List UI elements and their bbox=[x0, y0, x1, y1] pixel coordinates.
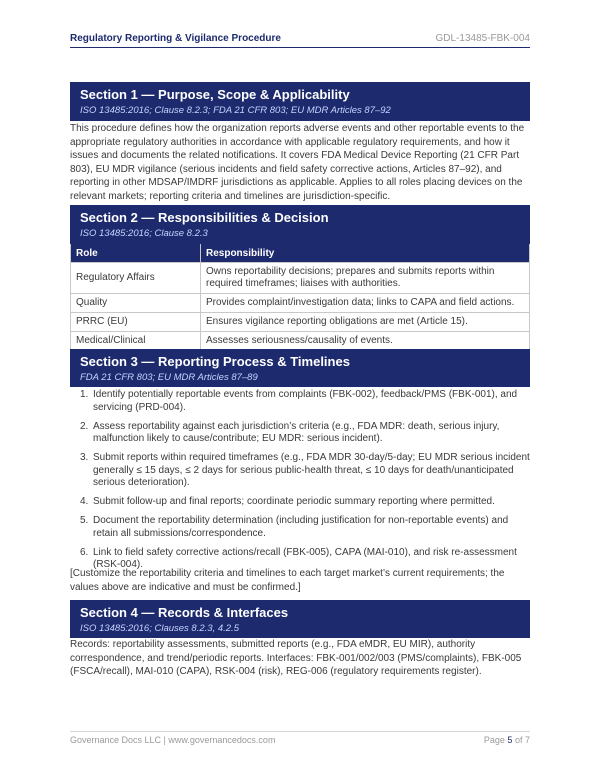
step-number: 2. bbox=[80, 420, 89, 432]
role-cell: Medical/Clinical bbox=[71, 332, 201, 351]
table-row bbox=[71, 313, 530, 332]
responsibility-cell: Ensures vigilance reporting obligations are met (Article 15). bbox=[201, 313, 530, 332]
section-3-heading: Section 3 — Reporting Process & Timelines bbox=[80, 354, 350, 369]
role-cell: Regulatory Affairs bbox=[71, 263, 201, 294]
step-text: Assess reportability against each jurisdiction’s criteria (e.g., FDA MDR: death, serious injury, malfunction likely to cause/contribute; EU MDR: serious incident). bbox=[93, 420, 500, 444]
section-1-header bbox=[70, 82, 530, 121]
responsibility-cell: Provides complaint/investigation data; links to CAPA and field actions. bbox=[201, 294, 530, 313]
section-3-header bbox=[70, 349, 530, 387]
responsibility-table bbox=[70, 244, 530, 351]
customization-note: [Customize the reportability criteria and timelines to each target market’s current requirements; the values above are indicative and must be confirmed.] bbox=[70, 568, 505, 593]
section-4-reference: ISO 13485:2016; Clauses 8.2.3, 4.2.5 bbox=[80, 623, 239, 634]
role-cell: Quality bbox=[71, 294, 201, 313]
reporting-steps-list bbox=[70, 389, 530, 578]
page-number: 5 bbox=[507, 735, 513, 745]
section-1-reference: ISO 13485:2016; Clause 8.2.3; FDA 21 CFR 803; EU MDR Articles 87–92 bbox=[80, 105, 391, 116]
section-3-reference: FDA 21 CFR 803; EU MDR Articles 87–89 bbox=[80, 372, 258, 383]
responsibility-cell: Assesses seriousness/causality of events. bbox=[201, 332, 530, 351]
step-text: Submit follow-up and final reports; coordinate periodic summary reporting where permitted. bbox=[93, 496, 495, 507]
step-number: 1. bbox=[80, 389, 89, 400]
document-code: GDL-13485-FBK-004 bbox=[435, 33, 530, 44]
step-text: Link to field safety corrective actions/recall (FBK-005), CAPA (MAI-010), and risk re-assessment (RSK-004). bbox=[93, 546, 517, 570]
section-4-body: Records: reportability assessments, submitted reports (e.g., FDA eMDR, EU MIR), authority correspondence, and trend/periodic reports. Interfaces: FBK-001/002/003 (PMS/complaints), FBK-005 (FSCA/recall), MAI-010 (CAPA), RSK-004 (risk), REG-006 (regulatory requirements register). bbox=[70, 639, 522, 677]
step-number: 5. bbox=[80, 515, 89, 526]
section-2-reference: ISO 13485:2016; Clause 8.2.3 bbox=[80, 228, 208, 239]
table-row bbox=[71, 332, 530, 351]
page-total: 7 bbox=[524, 735, 530, 745]
running-header bbox=[70, 31, 530, 48]
section-4-heading: Section 4 — Records & Interfaces bbox=[80, 605, 289, 620]
section-1-heading: Section 1 — Purpose, Scope & Applicability bbox=[80, 87, 350, 102]
section-1-body: This procedure defines how the organization reports adverse events and other reportable events to the appropriate regulatory authorities in accordance with applicable regulatory requirements, and how it issues and documents the related notifications. It covers FDA Medical Device Reporting (21 CFR Part 803), EU MDR vigilance (serious incidents and field safety corrective actions, Articles 87–92), and reporting in other MDSAP/IMDRF jurisdictions as applicable. Applies to all roles placing devices on the relevant markets; reporting criteria and timelines are jurisdiction-specific. bbox=[70, 123, 525, 202]
list-item bbox=[70, 496, 530, 509]
step-number: 6. bbox=[80, 546, 89, 558]
footer-company: Governance Docs LLC | www.governancedocs.com bbox=[70, 735, 276, 745]
column-header-responsibility: Responsibility bbox=[201, 244, 530, 263]
step-number: 3. bbox=[80, 452, 89, 463]
running-footer bbox=[70, 731, 530, 748]
step-number: 4. bbox=[80, 496, 89, 507]
document-title: Regulatory Reporting & Vigilance Procedure bbox=[70, 33, 281, 44]
section-2-heading: Section 2 — Responsibilities & Decision bbox=[80, 210, 329, 225]
page-indicator bbox=[484, 735, 530, 745]
responsibility-cell: Owns reportability decisions; prepares and submits reports within required timeframes; liaises with authorities. bbox=[201, 263, 530, 294]
section-2-header bbox=[70, 205, 530, 244]
of-label: of bbox=[514, 735, 523, 745]
step-text: Identify potentially reportable events from complaints (FBK-002), feedback/PMS (FBK-001), and servicing (PRD-004). bbox=[93, 389, 518, 413]
table-header-row bbox=[71, 244, 530, 263]
step-text: Document the reportability determination (including justification for non-reportable events) and retain all submissions/correspondence. bbox=[93, 515, 509, 539]
table-row bbox=[71, 294, 530, 313]
list-item bbox=[70, 389, 530, 414]
list-item bbox=[70, 421, 530, 446]
role-cell: PRRC (EU) bbox=[71, 313, 201, 332]
section-4-header bbox=[70, 600, 530, 638]
page-label: Page bbox=[483, 735, 505, 745]
column-header-role: Role bbox=[71, 244, 201, 263]
list-item bbox=[70, 515, 530, 540]
list-item bbox=[70, 452, 530, 490]
step-text: Submit reports within required timeframes (e.g., FDA MDR 30-day/5-day; EU MDR serious incident generally ≤ 15 days, ≤ 2 days for serious public-health threat, ≤ 10 days for death/unanticipated serious deterioration). bbox=[93, 452, 530, 488]
table-row bbox=[71, 263, 530, 294]
